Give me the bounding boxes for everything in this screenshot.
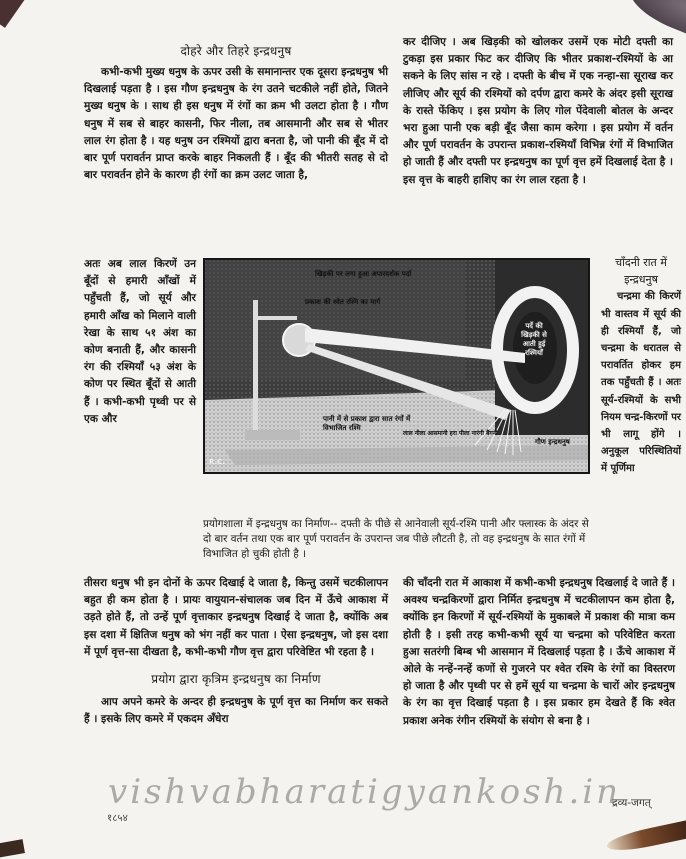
paragraph-text: कर दीजिए । अब खिड़की को खोलकर उसमें एक मोटी दफ्ती का टुकड़ा इस प्रकार फिट कर दीजिए कि भीतर प्रकाश-रश्मियों के आ सकने के लिए सांस न रहे । दफ्ती के बीच में एक नन्हा-सा सूराख कर लीजिए और सूर्य की रश्मियों को दर्पण द्वारा कमरे के अंदर इसी सूराख के रास्ते फेंकिए । इस प्रयोग के लिए गोल पेंदेवाली बोतल के अन्दर भरा हुआ पानी एक बड़ी बूँद जैसा काम करेगा । इस प्रयोग में वर्तन और पूर्ण परावर्तन के उपरान्त प्रकाश-रश्मियाँ विभिन्न रंगों में विभाजित हो जाती हैं और दफ्ती पर इन्द्रधनुष का पूर्ण वृत्त हमें दिखलाई देता है । इस वृत्त के बाहरी हाशिए का रंग लाल रहता है । — [403, 36, 673, 186]
artist-signature: R.C. — [209, 458, 225, 466]
section-heading-moonlight-line2: इन्द्रधनुष — [624, 273, 658, 287]
label-screen: खिड़की पर लगा हुआ अपारदर्शक पर्दा — [315, 270, 412, 278]
page-number: १८५४ — [107, 813, 128, 824]
paragraph-text: चन्द्रमा की किरणें भी वास्तव में सूर्य की ही रश्मियाँ हैं, जो चन्द्रमा के धरातल से परावर्तित होकर हम तक पहुँचती हैं । अतः सूर्य-रश्मियों के सभी नियम चन्द्र-किरणों पर भी लागू होंगे । अनुकूल परिस्थितियों में पूर्णिमा — [601, 291, 681, 475]
stand-rod — [253, 300, 258, 435]
paragraph-moonlight-continued — [403, 575, 675, 730]
experiment-illustration — [203, 258, 590, 474]
paragraph-text: की चाँदनी रात में आकाश में कभी-कभी इन्द्रधनुष दिखलाई दे जाते हैं । अवश्य चन्द्रकिरणों द्वारा निर्मित इन्द्रधनुष में चटकीलापन कम होता है, क्योंकि इन किरणों में सूर्य-रश्मियों के मुकाबले में प्रकाश की मात्रा कम होती है । इसी तरह कभी-कभी सूर्य या चन्द्रमा को परिवेष्टित करता हुआ सतरंगी बिम्ब भी आसमान में दिखलाई पड़ता है । ऊँचे आकाश में ओले के नन्हें-नन्हें कणों से गुजरने पर श्वेत रश्मि के रंगों का विस्तरण हो जाता है और पृथ्वी पर से हमें सूर्य या चन्द्रमा के चारों ओर इन्द्रधनुष के रंग का वृत्त दिखाई पड़ता है । इस प्रकार हम देखते हैं कि श्वेत प्रकाश अनेक रंगीन रश्मियों के संयोग से बना है । — [403, 577, 675, 727]
running-footer-title: द्रव्य-जगत् — [612, 797, 651, 809]
paragraph-text: आप अपने कमरे के अन्दर ही इन्द्रधनुष के पूर्ण वृत्त का निर्माण कर सकते हैं । इसके लिए कमरे में एकदम अँधेरा — [84, 696, 388, 726]
page-corner-shadow — [0, 839, 25, 859]
stand-clamp — [257, 316, 297, 320]
section-heading-artificial-rainbow: प्रयोग द्वारा कृत्रिम इन्द्रधनुष का निर्माण — [151, 672, 321, 687]
stand-base — [245, 430, 300, 440]
paragraph-text: कभी-कभी मुख्य धनुष के ऊपर उसी के समानान्तर एक दूसरा इन्द्रधनुष भी दिखलाई पड़ता है । इस गौण इन्द्रधनुष के रंग उतने चटकीले नहीं होते, जितने मुख्य धनुष के । साथ ही इस धनुष में रंगों का क्रम भी उलटा होता है । गौण धनुष में सब से बाहर कासनी, फिर नीला, तब आसमानी और सब से भीतर लाल रंग होता है । यह धनुष उन रश्मियों द्वारा बनता है, जो पानी की बूँद में दो बार पूर्ण परावर्तन प्राप्त करके बाहर निकलती हैं । बूँद की भीतरी सतह से दो बार परावर्तन होने के कारण ही रंगों का क्रम उलट जाता है, — [84, 66, 388, 182]
label-colors: लाल नीला आसमानी हरा पीला नारंगी बैंगनी — [403, 430, 498, 437]
label-beam-path: प्रकाश की श्वेत रश्मि का मार्ग — [305, 298, 381, 306]
section-heading-double-rainbow: दोहरे और तिहरे इन्द्रधनुष — [180, 44, 292, 58]
site-watermark: vishvabharatigyankosh.in — [108, 772, 622, 812]
figure-caption: प्रयोगशाला में इन्द्रधनुष का निर्माण-- दफ्ती के पीछे से आनेवाली सूर्य-रश्मि पानी और फ्लास्क के अंदर से दो बार वर्तन तथा एक बार पूर्ण परावर्तन के उपरान्त जब पीछे लौटती है, तो वह इन्द्रधनुष के सात रंगों में विभाजित हो चुकी होती है । — [203, 518, 589, 560]
page-corner-shadow — [0, 0, 28, 28]
paragraph-text: तीसरा धनुष भी इन दोनों के ऊपर दिखाई दे जाता है, किन्तु उसमें चटकीलापन बहुत ही कम होता है । प्रायः वायुयान-संचालक जब दिन में ऊँचे आकाश में उड़ते होते हैं, तो उन्हें पूर्ण वृत्ताकार इन्द्रधनुष दिखाई दे जाता है, क्योंकि अब इस दशा में क्षितिज धनुष को भंग नहीं कर पाता । ऐसा इन्द्रधनुष, जो इस दशा में पूर्ण वृत्त-सा दीखता है, कभी-कभी गौण वृत्त द्वारा परिवेष्टित भी रहता है । — [84, 577, 388, 658]
illustration-drawing — [205, 260, 588, 472]
label-hole-rays: पर्दे की खिड़की से आती हुई रश्मियाँ — [521, 322, 547, 357]
paragraph-text: अतः अब लाल किरणें उन बूँदों से हमारी आँखों में पहुँचती हैं, जो सूर्य और हमारी आँख को मिलाने वाली रेखा के साथ ५१ अंश का कोण बनाती हैं, और कासनी रंग की रश्मियाँ ५३ अंश के कोण पर स्थित बूँदों से आती हैं । कभी-कभी पृथ्वी पर से एक और — [84, 258, 196, 425]
paragraph-moonlight — [601, 254, 681, 478]
paragraph-experiment-setup — [403, 34, 673, 189]
paragraph-double-rainbow — [84, 64, 388, 184]
paragraph-angles — [84, 256, 196, 428]
label-secondary-rainbow: गौण इन्द्रधनुष — [535, 438, 570, 446]
section-heading-moonlight-line1: चाँदनी रात में — [615, 256, 667, 269]
paragraph-third-rainbow — [84, 575, 388, 729]
label-split-rays: पानी में से प्रकाश द्वारा सात रंगों में विभाजित रश्मि — [323, 415, 411, 432]
